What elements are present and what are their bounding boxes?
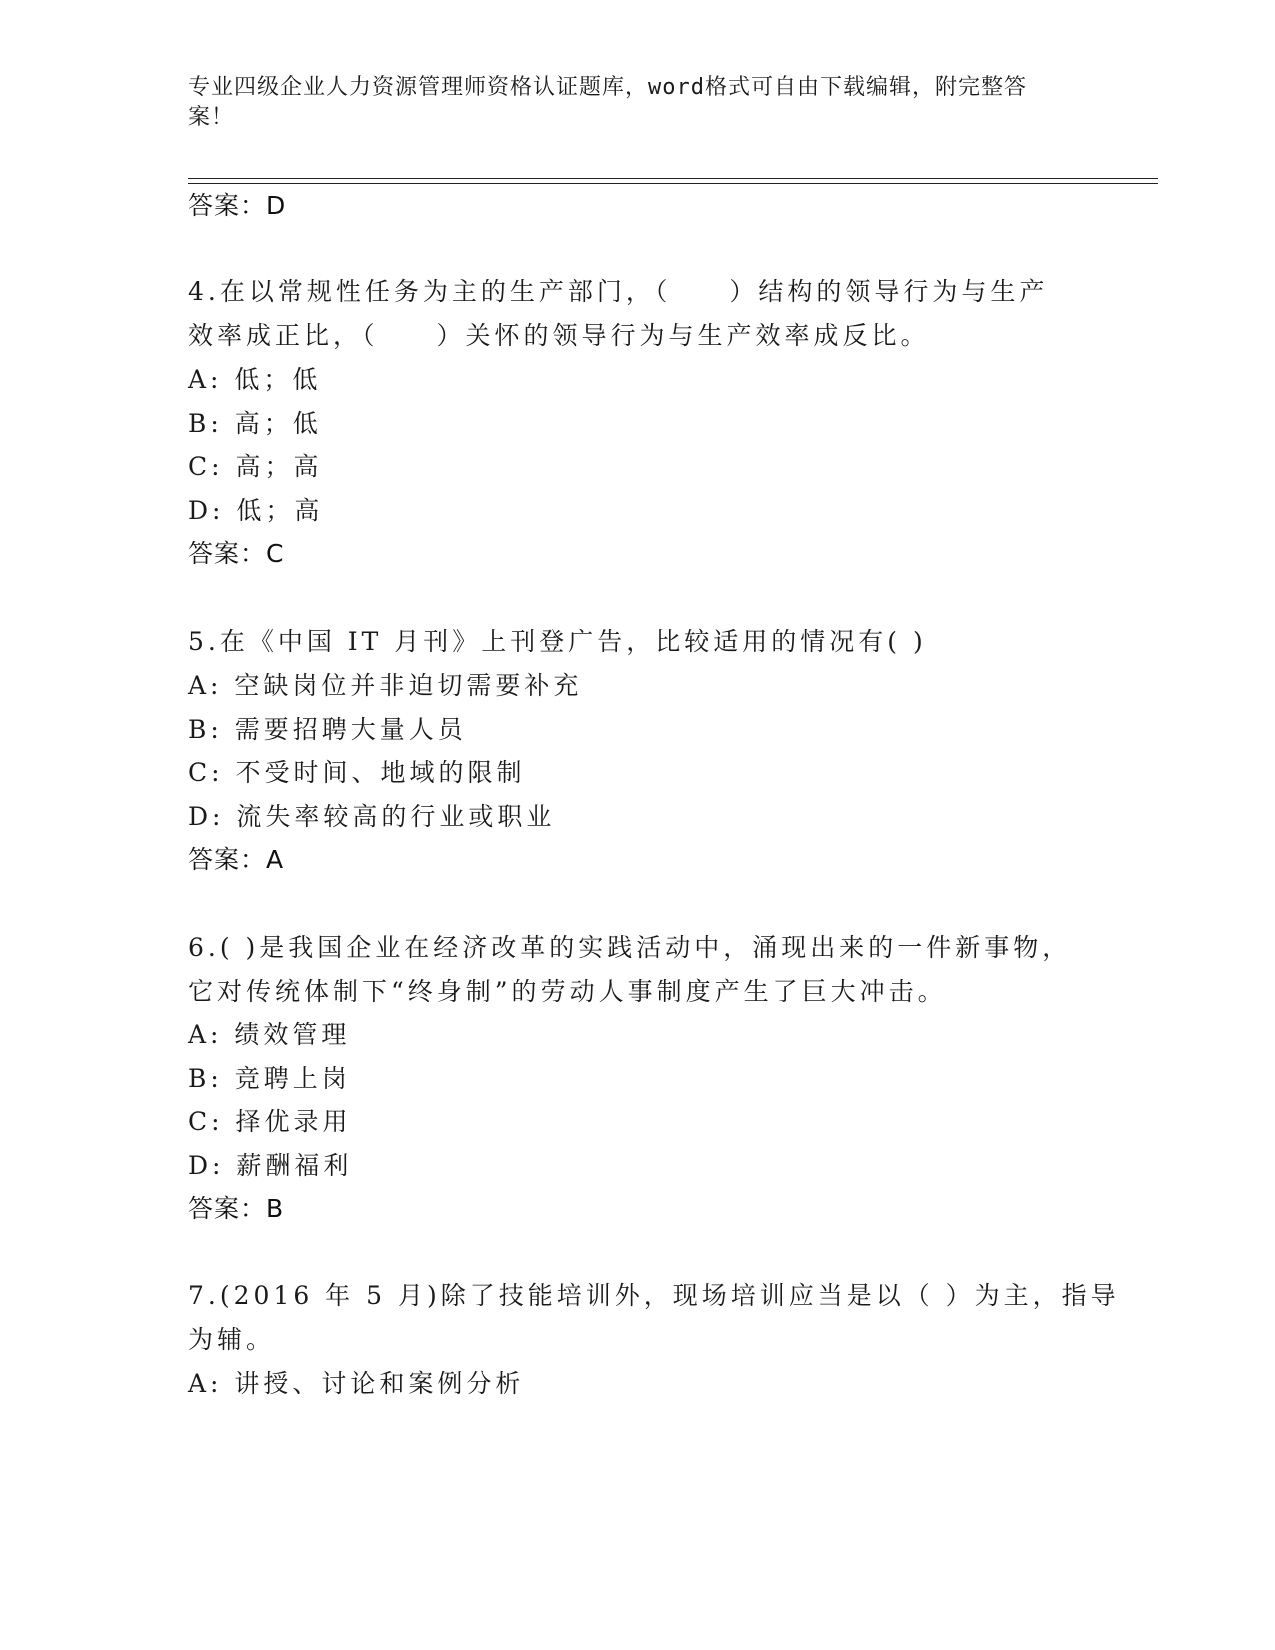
question-4-stem-line-2: 效率成正比，（ ）关怀的领导行为与生产效率成反比。 (188, 321, 930, 350)
question-4-option-c: C: 高；高 (188, 452, 323, 481)
document-header: 专业四级企业人力资源管理师资格认证题库，word格式可自由下载编辑，附完整答案！ (188, 75, 1027, 130)
question-6-answer: 答案：B (188, 1194, 285, 1223)
question-5-option-a: A: 空缺岗位并非迫切需要补充 (188, 671, 583, 700)
question-4-stem-line-1: 4.在以常规性任务为主的生产部门，（ ）结构的领导行为与生产 (188, 277, 1049, 306)
question-6-stem-line-1: 6.( )是我国企业在经济改革的实践活动中，涌现出来的一件新事物， (188, 933, 1072, 962)
question-6-option-c: C: 择优录用 (188, 1107, 352, 1136)
question-5-option-c: C: 不受时间、地域的限制 (188, 758, 526, 787)
question-7-stem-line-2: 为辅。 (188, 1325, 276, 1354)
question-4-option-a: A: 低；低 (188, 365, 322, 394)
question-5-option-d: D: 流失率较高的行业或职业 (188, 802, 556, 831)
question-4-option-d: D: 低；高 (188, 496, 324, 525)
header-divider-bottom (188, 183, 1158, 184)
question-6-option-b: B: 竞聘上岗 (188, 1064, 351, 1093)
question-6-stem-line-2: 它对传统体制下“终身制”的劳动人事制度产生了巨大冲击。 (188, 977, 947, 1006)
answer-label: 答案：D (188, 191, 287, 220)
question-4-answer: 答案：C (188, 539, 285, 568)
question-5-option-b: B: 需要招聘大量人员 (188, 715, 467, 744)
question-7-option-a: A: 讲授、讨论和案例分析 (188, 1369, 525, 1398)
header-divider-top (188, 178, 1158, 179)
question-5-answer: 答案：A (188, 845, 285, 874)
question-6-option-d: D: 薪酬福利 (188, 1151, 353, 1180)
question-4-option-b: B: 高；低 (188, 409, 322, 438)
question-7-stem-line-1: 7.(2016 年 5 月)除了技能培训外，现场培训应当是以（ ）为主，指导 (188, 1281, 1120, 1310)
question-5-stem-line-1: 5.在《中国 IT 月刊》上刊登广告，比较适用的情况有( ) (188, 627, 927, 656)
question-6-option-a: A: 绩效管理 (188, 1020, 351, 1049)
